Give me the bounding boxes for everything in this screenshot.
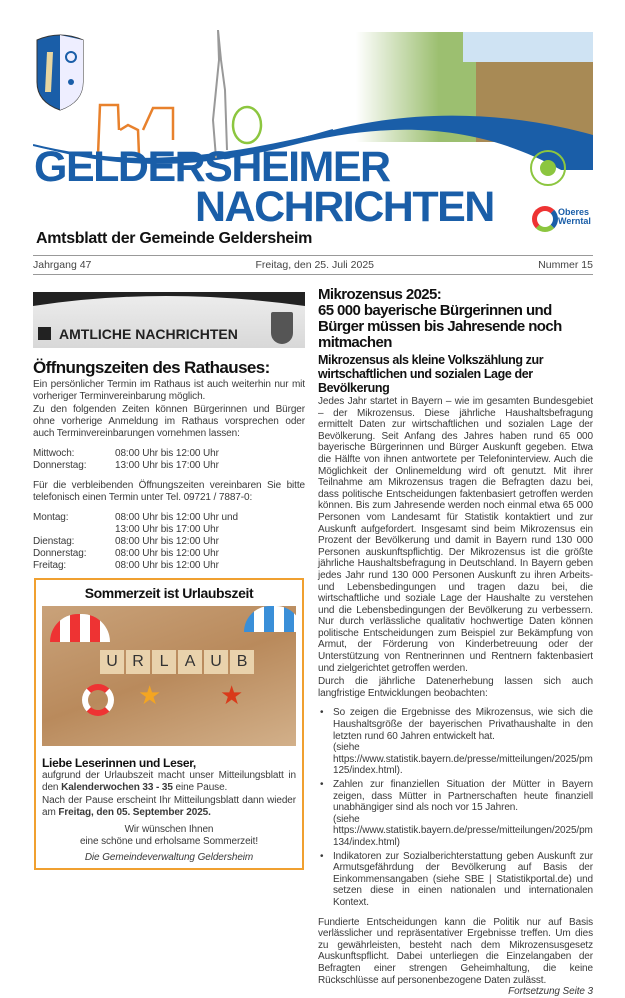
opening-hours-heading: Öffnungszeiten des Rathauses: bbox=[33, 358, 270, 377]
time: 08:00 Uhr bis 12:00 Uhr bbox=[115, 560, 219, 571]
time: 08:00 Uhr bis 12:00 Uhr und bbox=[115, 512, 238, 523]
letter-tile: B bbox=[230, 650, 254, 674]
divider bbox=[33, 274, 593, 275]
article-headline bbox=[318, 287, 593, 351]
vacation-greeting: Liebe Leserinnen und Leser, bbox=[42, 756, 196, 770]
opening-hours-article bbox=[33, 358, 305, 572]
wish-line: eine schöne und erholsame Sommerzeit! bbox=[79, 835, 259, 847]
day: Donnerstag: bbox=[33, 460, 87, 471]
text: Zahlen zur finanziellen Situation der Mütter in Bayern zeigen, dass Mütter in Partnerschaften heute finanziell unabhängiger sind als noch vor 15 Jahren. bbox=[333, 779, 593, 814]
time: 13:00 Uhr bis 17:00 Uhr bbox=[115, 460, 219, 471]
section-square-icon bbox=[38, 327, 51, 340]
paragraph: Zu den folgenden Zeiten können Bürgerinnen und Bürger ohne vorherige Anmeldung im Rathaus vorsprechen oder auch Terminvereinbarungen vornehmen lassen: bbox=[33, 404, 305, 439]
paragraph: Für die verbleibenden Öffnungszeiten vereinbaren Sie bitte telefonisch einen Termin unter Tel. 09721 / 7887-0: bbox=[33, 480, 305, 503]
subheadline-line: Mikrozensus als kleine Volkszählung zur wirtschaftlichen bbox=[318, 353, 544, 381]
text: aufgrund der Urlaubszeit macht unser Mitteilungsblatt in den bbox=[42, 770, 296, 793]
letter-tile: U bbox=[204, 650, 228, 674]
volume: Jahrgang 47 bbox=[33, 259, 92, 271]
headline-line: 65 000 bayerische Bürgerinnen und Bürger bbox=[318, 302, 552, 335]
section-banner-title: AMTLICHE NACHRICHTEN bbox=[59, 326, 238, 342]
link[interactable]: (siehe https://www.statistik.bayern.de/presse/mitteilungen/2025/pm134/index.html) bbox=[333, 813, 593, 848]
day: Freitag: bbox=[33, 560, 67, 571]
article-subheadline bbox=[318, 353, 593, 395]
time: 08:00 Uhr bis 12:00 Uhr bbox=[115, 536, 219, 547]
masthead-title-line1: GELDERSHEIMER bbox=[34, 143, 390, 191]
text: Indikatoren zur Sozialberichterstattung geben Auskunft zur Armutsgefährdung der Bevölkerung auf Basis der Einkommensangaben (siehe SBE | Statistikportal.de) und setzen diese in einen nationalen und internationalen Kontext. bbox=[333, 850, 593, 908]
vacation-text bbox=[42, 770, 296, 793]
day: Mittwoch: bbox=[33, 448, 75, 459]
text: eine Pause. bbox=[172, 781, 228, 793]
time: 13:00 Uhr bis 17:00 Uhr bbox=[115, 524, 219, 535]
list-item bbox=[318, 851, 593, 909]
logo-text: Oberes Werntal bbox=[558, 207, 591, 226]
vacation-text bbox=[42, 795, 296, 818]
vacation-title: Sommerzeit ist Urlaubszeit bbox=[84, 585, 254, 601]
masthead-subtitle: Amtsblatt der Gemeinde Geldersheim bbox=[36, 230, 313, 247]
paragraph: Durch die jährliche Datenerhebung lassen sich auch langfristige Entwicklungen beobachten: bbox=[318, 676, 593, 699]
signature: Die Gemeindeverwaltung Geldersheim bbox=[84, 851, 254, 863]
calendar-weeks: Kalenderwochen 33 - 35 bbox=[61, 781, 173, 793]
text: Nach der Pause erscheint Ihr Mitteilungsblatt dann wieder am bbox=[42, 795, 296, 818]
headline-line: Mikrozensus 2025: bbox=[318, 286, 442, 303]
wishes bbox=[42, 824, 296, 847]
vacation-image: U R L A U B ★ ★ bbox=[42, 606, 296, 746]
text: So zeigen die Ergebnisse des Mikrozensus, wie sich die Haushaltsgröße der bayerischen Privathaushalte in den letzten rund 60 Jahren entwickelt hat. bbox=[333, 707, 593, 742]
mikrozensus-article bbox=[318, 287, 593, 998]
time: 08:00 Uhr bis 12:00 Uhr bbox=[115, 448, 219, 459]
list-item bbox=[318, 779, 593, 849]
continued-link[interactable]: Fortsetzung Seite 3 bbox=[508, 986, 593, 998]
bullet-list bbox=[318, 707, 593, 908]
link[interactable]: (siehe https://www.statistik.bayern.de/presse/mitteilungen/2025/pm125/index.html). bbox=[333, 742, 593, 777]
text: Fundierte Entscheidungen kann die Politik nur auf Basis verlässlicher und repräsentativer Ergebnisse treffen. Um dies zu gewährleisten, besteht nach dem Mikrozensusgesetz Auskunftspflicht. Dabei unterliegen die Einzelangaben der Befragten einer strengen Geheimhaltung, die keine Rückschlüsse auf personenbezogene Daten zulässt. bbox=[318, 916, 593, 986]
day: Dienstag: bbox=[33, 536, 75, 547]
paragraph: Jedes Jahr startet in Bayern – wie im gesamten Bundesgebiet – der Mikrozensus. Diese jährliche Haushaltsbefragung ermittelt Daten zur wirtschaftlichen und sozialen Lage der Bevölkerung. Seit Anfang des Jahres haben rund 65 000 bayerische Bürgerinnen und Bürger Auskunft gegeben. Etwa die Hälfte von ihnen antwortete per Telefoninterview. Auch die Möglichkeit der Onlinemeldung wird oft genutzt. Mit ihrer Teilnahme am Mikrozensus tragen die Befragten dazu bei, dass politische Entscheidungen faktenbasiert getroffen werden können. Bis zum Jahresende werden noch einmal etwa 65 000 Personen vom Landesamt für Statistik kontaktiert und zur Auskunft aufgefordert. Insgesamt sind beim Mikrozensus ein Prozent der Bevölkerung und damit in Bayern rund 130 000 Personen auskunftspflichtig. Der Mikrozensus ist die größte jährliche Haushaltsbefragung in Deutschland. In Bayern geben jedes Jahr rund 130 000 Personen Auskunft zu ihren Arbeits- und Lebensbedingungen und tragen dazu bei, die wirtschaftliche und soziale Lage der Haushalte zu verstehen und die Lebensbedingungen der Bevölkerung zu verbessern. Nur durch verlässliche qualitativ hochwertige Daten können politische Entscheidungen zum Beispiel zur Bekämpfung von Armut, der Förderung von Kinderbetreuung oder der Unterstützung von Rentnerinnen und Rentnern faktenbasiert und zielgerichtet getroffen werden. bbox=[318, 396, 593, 674]
paragraph bbox=[318, 916, 593, 998]
divider bbox=[33, 255, 593, 256]
section-banner bbox=[33, 292, 305, 348]
letter-tile: R bbox=[126, 650, 150, 674]
day: Montag: bbox=[33, 512, 69, 523]
subheadline-line: und sozialen Lage der Bevölkerung bbox=[318, 367, 533, 395]
masthead-title-line2: NACHRICHTEN bbox=[195, 183, 494, 231]
list-item bbox=[318, 707, 593, 777]
headline-line: müssen bis Jahresende noch mitmachen bbox=[318, 318, 562, 351]
issue-date: Freitag, den 25. Juli 2025 bbox=[255, 259, 375, 271]
wish-line: Wir wünschen Ihnen bbox=[124, 824, 214, 836]
time: 08:00 Uhr bis 12:00 Uhr bbox=[115, 548, 219, 559]
hours-table bbox=[33, 448, 305, 472]
letter-tile: A bbox=[178, 650, 202, 674]
day bbox=[33, 524, 115, 536]
letter-tile: U bbox=[100, 650, 124, 674]
hours-table bbox=[33, 512, 305, 572]
day: Donnerstag: bbox=[33, 548, 87, 559]
vacation-notice-box bbox=[34, 578, 304, 870]
paragraph: Ein persönlicher Termin im Rathaus ist auch weiterhin nur mit vorheriger Terminvereinbarung möglich. bbox=[33, 379, 305, 402]
sustainability-logo bbox=[530, 150, 566, 186]
issue-info-row bbox=[33, 259, 593, 271]
coat-of-arms-small bbox=[271, 312, 293, 344]
issue-number: Nummer 15 bbox=[538, 259, 593, 271]
coat-of-arms bbox=[35, 32, 85, 112]
oberes-werntal-logo bbox=[530, 198, 592, 240]
return-date: Freitag, den 05. September 2025. bbox=[58, 806, 211, 818]
letter-tile: L bbox=[152, 650, 176, 674]
